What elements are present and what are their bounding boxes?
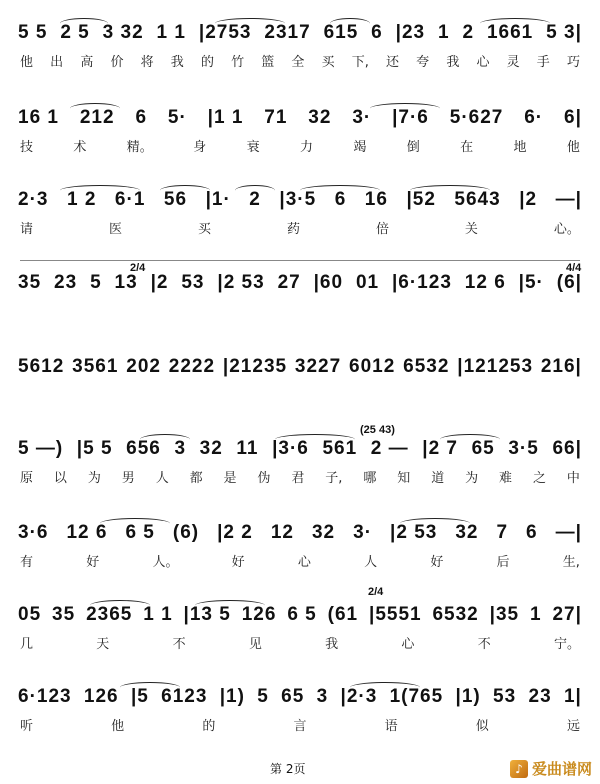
- lyric-char: 手: [536, 54, 550, 70]
- lyric-char: 买: [197, 221, 211, 237]
- note-group: 3561: [72, 356, 119, 377]
- note-group: 16: [364, 189, 388, 210]
- notation-line: [0, 600, 600, 630]
- lyric-char: 高: [80, 54, 94, 70]
- note-group: 1 2: [66, 189, 97, 210]
- note-group: 2365: [86, 604, 133, 625]
- note-group: 615: [323, 22, 359, 43]
- note-group: |2: [150, 272, 169, 293]
- note-group: 5·627: [449, 107, 504, 128]
- lyric-char: 的: [202, 718, 216, 734]
- note-group: 6 5: [125, 522, 155, 543]
- note-group: 5612: [18, 356, 65, 377]
- note-group: 32: [455, 522, 479, 543]
- note-group: 5·: [167, 107, 187, 128]
- note-group: |5: [130, 686, 149, 707]
- lyric-char: 哪: [363, 470, 377, 486]
- note-group: |2·3: [340, 686, 378, 707]
- note-group: 27|: [552, 604, 582, 625]
- note-group: |5551: [369, 604, 422, 625]
- notation-line: [0, 518, 600, 548]
- logo-text: 爱曲谱网: [531, 760, 592, 778]
- note-group: 126: [83, 686, 119, 707]
- lyric-char: 男: [121, 470, 135, 486]
- lyric-char: 生,: [562, 554, 580, 570]
- note-group: 35: [18, 272, 42, 293]
- note-group: 5 —): [18, 438, 64, 459]
- lyric-char: 难: [499, 470, 513, 486]
- lyric-char: 君: [291, 470, 305, 486]
- note-group: 1: [438, 22, 450, 43]
- lyric-char: 人: [155, 470, 169, 486]
- note-group: |21235: [222, 356, 288, 377]
- note-group: 3227: [294, 356, 342, 377]
- lyric-char: 似: [475, 718, 489, 734]
- lyric-char: 心: [297, 554, 311, 570]
- note-group: 1|: [563, 686, 582, 707]
- notation-line: [0, 268, 600, 298]
- note-group: 656: [126, 438, 161, 459]
- lyric-char: 好: [231, 554, 245, 570]
- note-group: 12 6: [66, 522, 108, 543]
- note-group: 2 —: [370, 438, 409, 459]
- note-group: 01: [355, 272, 380, 293]
- lyric-char: 我: [170, 54, 184, 70]
- lyric-char: 技: [20, 139, 34, 155]
- note-group: 66|: [552, 438, 582, 459]
- note-group: 6|: [564, 107, 582, 128]
- lyric-char: 身: [193, 139, 207, 155]
- lyric-char: 见: [248, 636, 262, 652]
- lyric-char: 地: [513, 139, 527, 155]
- lyric-char: 子,: [325, 470, 343, 486]
- note-group: 126: [241, 604, 277, 625]
- note-group: 5643: [454, 189, 501, 210]
- lyrics-line: [0, 551, 600, 569]
- lyric-char: 几: [20, 636, 34, 652]
- lyric-char: 后: [496, 554, 510, 570]
- lyric-char: 中: [566, 470, 580, 486]
- note-group: 3 32: [102, 22, 144, 43]
- note-group: —|: [555, 522, 582, 543]
- note-group: 35: [52, 604, 76, 625]
- note-group: 23: [528, 686, 552, 707]
- lyric-char: 力: [299, 139, 313, 155]
- lyric-char: 灵: [506, 54, 520, 70]
- lyric-char: 以: [53, 470, 67, 486]
- lyrics-line: [0, 51, 600, 69]
- note-group: 2317: [264, 22, 311, 43]
- page-number: 第 2页: [270, 762, 306, 776]
- note-group: 1661: [486, 22, 534, 43]
- note-group: |2753: [198, 22, 252, 43]
- lyric-char: 全: [291, 54, 305, 70]
- note-group: 3·5: [508, 438, 539, 459]
- lyric-char: 衰: [246, 139, 260, 155]
- note-group: 6: [371, 22, 383, 43]
- lyric-char: 药: [286, 221, 300, 237]
- lyric-char: 出: [50, 54, 64, 70]
- lyric-char: 价: [110, 54, 124, 70]
- music-note-icon: ♪: [510, 760, 528, 778]
- lyric-char: 是: [223, 470, 237, 486]
- lyric-char: 好: [86, 554, 100, 570]
- lyric-char: 之: [532, 470, 546, 486]
- bracket-annotation: (25 43): [360, 424, 395, 436]
- note-group: |5 5: [76, 438, 113, 459]
- note-group: 7: [496, 522, 509, 543]
- lyric-char: 在: [460, 139, 474, 155]
- note-group: |2 2: [217, 522, 253, 543]
- note-group: 6·123: [18, 686, 72, 707]
- lyric-char: 关: [464, 221, 478, 237]
- lyric-char: 人: [364, 554, 378, 570]
- note-group: 12: [270, 522, 294, 543]
- note-group: |121253: [457, 356, 534, 377]
- lyric-char: 将: [140, 54, 154, 70]
- note-group: 13: [114, 272, 138, 293]
- note-group: 6012: [349, 356, 396, 377]
- note-group: |2: [519, 189, 538, 210]
- note-group: |1·: [205, 189, 231, 210]
- lyric-char: 好: [430, 554, 444, 570]
- note-group: 2: [249, 189, 261, 210]
- note-group: |23: [395, 22, 426, 43]
- note-group: |7·6: [392, 107, 429, 128]
- lyric-char: 心: [401, 636, 415, 652]
- note-group: 202: [126, 356, 161, 377]
- note-group: |2 53: [217, 272, 265, 293]
- note-group: 212: [79, 107, 115, 128]
- note-group: 53: [493, 686, 517, 707]
- note-group: —|: [555, 189, 582, 210]
- notation-line: [0, 682, 600, 712]
- note-group: |6·123: [391, 272, 452, 293]
- note-group: 5: [90, 272, 102, 293]
- notation-line: [0, 185, 600, 215]
- lyrics-line: [0, 715, 600, 733]
- note-group: 32: [308, 107, 332, 128]
- time-signature: 2/4: [368, 586, 384, 598]
- note-group: 6: [334, 189, 347, 210]
- lyric-char: 他: [566, 139, 580, 155]
- note-group: |1): [219, 686, 245, 707]
- lyric-char: 远: [566, 718, 580, 734]
- note-group: 16 1: [18, 107, 59, 128]
- lyrics-line: [0, 218, 600, 236]
- lyric-char: 的: [200, 54, 214, 70]
- lyric-char: 竭: [353, 139, 367, 155]
- note-group: 1(765: [389, 686, 444, 707]
- lyric-char: 我: [325, 636, 339, 652]
- time-signature: 2/4: [130, 262, 146, 274]
- note-group: 3·: [353, 522, 373, 543]
- lyric-char: 不: [172, 636, 186, 652]
- note-group: 2222: [168, 356, 216, 377]
- note-group: 5 3|: [546, 22, 582, 43]
- site-logo: [510, 758, 592, 779]
- lyrics-line: [0, 633, 600, 651]
- note-group: 3: [316, 686, 329, 707]
- divider: [20, 260, 580, 261]
- note-group: 1: [530, 604, 542, 625]
- note-group: |5·: [518, 272, 544, 293]
- lyric-char: 语: [384, 718, 398, 734]
- lyric-char: 都: [189, 470, 203, 486]
- note-group: 6: [135, 107, 148, 128]
- lyric-char: 买: [321, 54, 335, 70]
- note-group: 05: [18, 604, 42, 625]
- lyric-char: 他: [20, 54, 34, 70]
- lyric-char: 篮: [261, 54, 275, 70]
- note-group: |35: [489, 604, 520, 625]
- lyric-char: 术: [73, 139, 87, 155]
- lyric-char: 为: [465, 470, 479, 486]
- notation-line: [0, 352, 600, 382]
- note-group: (6): [172, 522, 200, 543]
- notation-line: [0, 103, 600, 133]
- note-group: 11: [236, 438, 259, 459]
- lyric-char: 夸: [416, 54, 430, 70]
- note-group: |2 53: [390, 522, 438, 543]
- lyric-char: 倍: [375, 221, 389, 237]
- note-group: 32: [199, 438, 223, 459]
- note-group: 1 1: [143, 604, 173, 625]
- note-group: 2 5: [60, 22, 90, 43]
- note-group: 5 5: [18, 22, 48, 43]
- note-group: 3: [174, 438, 187, 459]
- lyrics-line: [0, 136, 600, 154]
- note-group: 1 1: [156, 22, 186, 43]
- lyric-char: 原: [20, 470, 34, 486]
- lyric-char: 听: [20, 718, 34, 734]
- note-group: |3·6: [272, 438, 309, 459]
- note-group: 53: [181, 272, 205, 293]
- note-group: |2 7: [422, 438, 458, 459]
- lyric-char: 宁。: [553, 636, 580, 652]
- note-group: 71: [264, 107, 288, 128]
- note-group: |1 1: [207, 107, 244, 128]
- note-group: 3·: [352, 107, 372, 128]
- lyrics-line: [0, 467, 600, 485]
- lyric-char: 医: [108, 221, 122, 237]
- note-group: 2·3: [18, 189, 49, 210]
- note-group: 65: [471, 438, 495, 459]
- note-group: 6·: [524, 107, 544, 128]
- note-group: |60: [313, 272, 344, 293]
- note-group: 56: [163, 189, 188, 210]
- note-group: (61: [327, 604, 359, 625]
- lyric-char: 道: [431, 470, 445, 486]
- note-group: 6532: [403, 356, 450, 377]
- note-group: 5: [257, 686, 269, 707]
- note-group: 6123: [161, 686, 208, 707]
- note-group: 23: [54, 272, 78, 293]
- note-group: |1): [455, 686, 481, 707]
- note-group: |13 5: [183, 604, 231, 625]
- lyric-char: 倒: [406, 139, 420, 155]
- notation-line: [0, 18, 600, 48]
- note-group: (6|: [556, 272, 582, 293]
- lyric-char: 有: [20, 554, 34, 570]
- note-group: 6: [526, 522, 538, 543]
- lyric-char: 下,: [351, 54, 369, 70]
- lyric-char: 我: [446, 54, 460, 70]
- note-group: |52: [406, 189, 436, 210]
- lyric-char: 人。: [152, 554, 179, 570]
- lyric-char: 请: [20, 221, 34, 237]
- lyric-char: 精。: [126, 139, 153, 155]
- time-signature: 4/4: [566, 262, 582, 274]
- note-group: 27: [277, 272, 301, 293]
- page-footer: [0, 758, 600, 780]
- lyric-char: 伪: [257, 470, 271, 486]
- note-group: 3·6: [18, 522, 49, 543]
- note-group: 6 5: [287, 604, 317, 625]
- note-group: |3·5: [279, 189, 317, 210]
- lyric-char: 言: [293, 718, 307, 734]
- lyric-char: 竹: [231, 54, 245, 70]
- note-group: 561: [322, 438, 358, 459]
- note-group: 65: [281, 686, 305, 707]
- note-group: 216|: [540, 356, 582, 377]
- lyric-char: 不: [477, 636, 491, 652]
- lyric-char: 巧: [566, 54, 580, 70]
- note-group: 6·1: [114, 189, 146, 210]
- note-group: 32: [311, 522, 336, 543]
- lyric-char: 他: [111, 718, 125, 734]
- note-group: 2: [462, 22, 475, 43]
- lyric-char: 心: [476, 54, 490, 70]
- lyric-char: 知: [397, 470, 411, 486]
- note-group: 12 6: [464, 272, 506, 293]
- lyric-char: 还: [386, 54, 400, 70]
- lyric-char: 心。: [553, 221, 580, 237]
- notation-line: [0, 434, 600, 464]
- lyric-char: 为: [87, 470, 101, 486]
- lyric-char: 天: [96, 636, 110, 652]
- note-group: 6532: [432, 604, 479, 625]
